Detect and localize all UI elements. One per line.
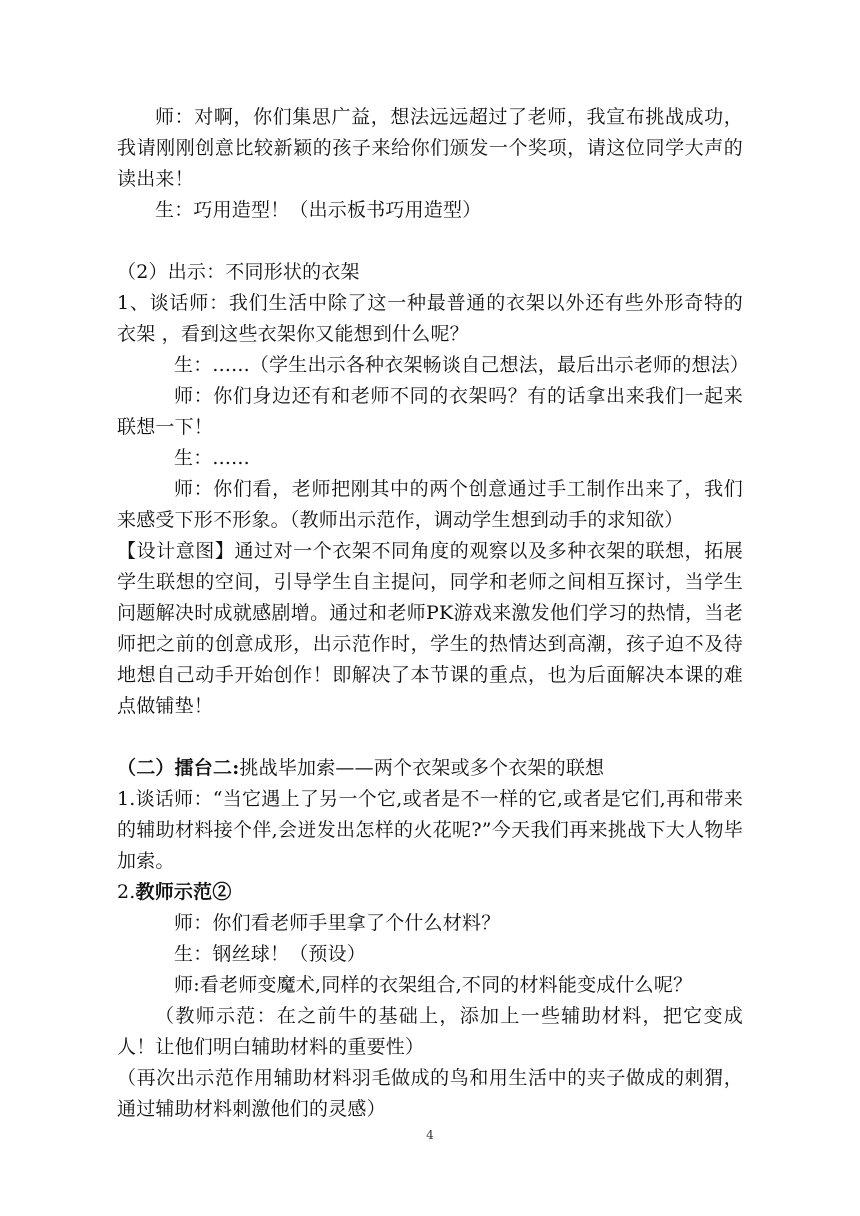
paragraph-student-ideas: 生：......（学生出示各种衣架畅谈自己想法，最后出示老师的想法）: [174, 354, 750, 376]
arena-two-heading: （二）擂台二:: [117, 757, 240, 779]
paragraph-student-answer: 生：巧用造型！（出示板书巧用造型）: [155, 199, 482, 221]
paragraph-student-dots: 生：......: [174, 447, 250, 469]
paragraph-teacher-demo-note: （教师示范：在之前牛的基础上，添加上一些辅助材料，把它变成人！让他们明白辅助材料的重要性）: [117, 1005, 743, 1058]
paragraph-teacher-question: 师：你们身边还有和老师不同的衣架吗？有的话拿出来我们一起来联想一下！: [117, 385, 743, 438]
arena-two-title: 挑战毕加索——两个衣架或多个衣架的联想: [239, 757, 605, 779]
paragraph-show-works: （再次出示范作用辅助材料羽毛做成的鸟和用生活中的夹子做成的刺猬，通过辅助材料刺激他们的灵感）: [117, 1067, 743, 1120]
blank-line: [117, 722, 743, 753]
paragraph-teacher-demo-heading: [117, 877, 743, 908]
paragraph-section-2: （2）出示：不同形状的衣架: [117, 261, 360, 283]
paragraph-student-steel-ball: 生：钢丝球！（预设）: [174, 943, 367, 965]
teacher-demo-title: 教师示范②: [135, 881, 232, 903]
paragraph-teacher-demo: 师：你们看，老师把刚其中的两个创意通过手工制作出来了，我们来感受下形不形象。（教师出示范作，调动学生想到动手的求知欲）: [117, 478, 743, 531]
paragraph-design-intent: 【设计意图】通过对一个衣架不同角度的观察以及多种衣架的联想，拓展学生联想的空间，引导学生自主提问，同学和老师之间相互探讨，当学生问题解决时成就感剧增。通过和老师PK游戏来激发他们学习的热情，当老师把之前的创意成形，出示范作时，学生的热情达到高潮，孩子迫不及待地想自己动手开始创作！即解决了本节课的重点，也为后面解决本课的难点做铺垫！: [117, 540, 743, 717]
paragraph-talk-1: 1、谈话师：我们生活中除了这一种最普通的衣架以外还有些外形奇特的衣架 ，看到这些衣架你又能想到什么呢？: [117, 292, 743, 345]
paragraph-teacher-magic: 师:看老师变魔术,同样的衣架组合,不同的材料能变成什么呢？: [174, 974, 693, 996]
item-number: 2.: [117, 881, 136, 903]
paragraph-arena-two: [117, 753, 743, 784]
paragraph-teacher-challenge: 师：对啊，你们集思广益，想法远远超过了老师，我宣布挑战成功，我请刚刚创意比较新颖的孩子来给你们颁发一个奖项，请这位同学大声的读出来！: [117, 106, 743, 190]
paragraph-teacher-material: 师：你们看老师手里拿了个什么材料？: [174, 912, 501, 934]
blank-line: [117, 226, 743, 257]
document-body: [117, 102, 750, 1125]
page-number: 4: [426, 1128, 434, 1142]
paragraph-talk-picasso: 1.谈话师：“当它遇上了另一个它,或者是不一样的它,或者是它们,再和带来的辅助材料接个伴,会迸发出怎样的火花呢?”今天我们再来挑战下大人物毕加索。: [117, 788, 743, 872]
